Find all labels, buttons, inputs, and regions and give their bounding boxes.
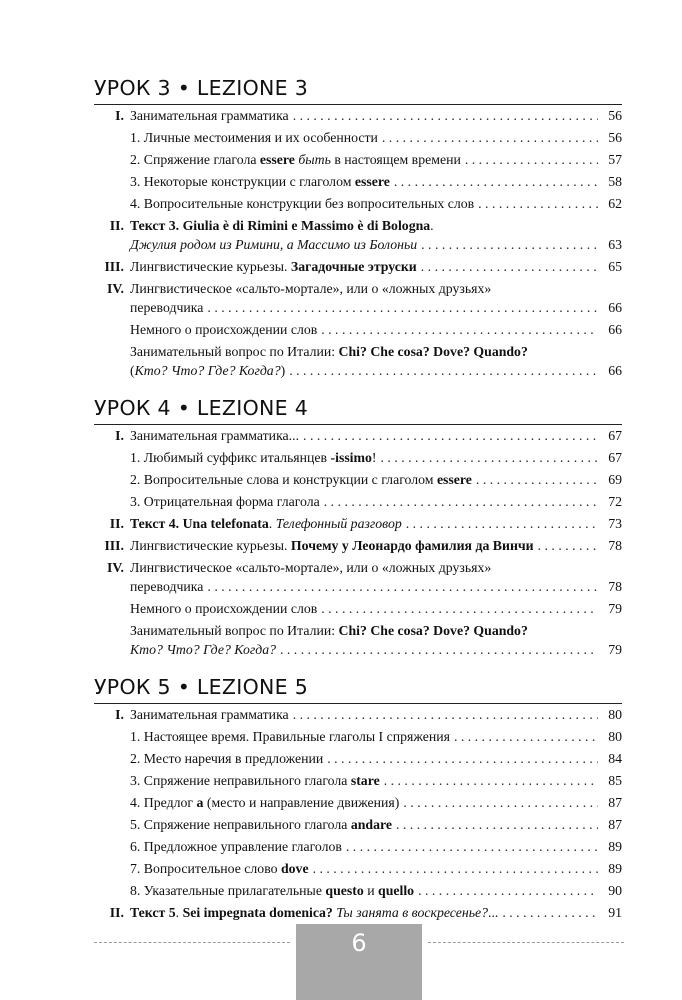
toc-entry-title: [130, 128, 378, 147]
toc-entry-number: II.: [109, 905, 124, 920]
dot-leader: [384, 771, 598, 790]
toc-entry: [94, 705, 622, 724]
toc-entry: [94, 257, 622, 276]
toc-entry-text: Занимательный вопрос по Италии:: [130, 623, 339, 638]
toc-page-number: 87: [608, 817, 622, 832]
toc-entry: [94, 599, 622, 618]
toc-entry: [94, 172, 622, 191]
toc-entry-text: Почему у Леонардо фамилия да Винчи: [290, 538, 534, 553]
dot-leader: [476, 470, 598, 489]
toc-entry: [94, 514, 622, 533]
lesson-title: УРОК 5 • LEZIONE 5: [94, 675, 309, 699]
dot-leader: [418, 881, 598, 900]
dot-leader: [207, 577, 598, 596]
toc-entry-text: Текст 5: [130, 905, 176, 920]
toc-entry: [94, 881, 622, 900]
toc-entry-title: [130, 298, 203, 317]
toc-entry-text: quello: [378, 883, 415, 898]
toc-entry-title: [130, 150, 461, 169]
toc-entry-text: andare: [350, 817, 392, 832]
toc-entry: [94, 279, 622, 317]
toc-entry: [94, 128, 622, 147]
toc-entry-text: Giulia è di Rimini e Massimo è di Bologna: [182, 218, 431, 233]
toc-entry-text: 5. Спряжение неправильного глагола: [130, 817, 351, 832]
toc-entry-title: [130, 793, 399, 812]
dot-leader: [293, 705, 598, 724]
toc-entry-text: Лингвистические курьезы.: [130, 259, 291, 274]
toc-entry-title: [130, 492, 320, 511]
toc-page-number: 84: [608, 751, 622, 766]
toc-entry-text: Лингвистическое «сальто-мортале», или о «ложных друзьях»: [130, 560, 492, 575]
toc-entry-text: Кто? Что? Где? Когда?: [130, 642, 276, 657]
toc-entry-text: 8. Указательные прилагательные: [130, 883, 326, 898]
toc-page-number: 66: [608, 363, 622, 378]
lesson-divider: [94, 424, 622, 425]
dot-leader: [207, 298, 598, 317]
toc-entry-text: Джулия родом из Римини, а Массимо из Болоньи: [130, 237, 418, 252]
dot-leader: [394, 172, 598, 191]
toc-entry: [94, 448, 622, 467]
toc-page-number: 69: [608, 472, 622, 487]
toc-entry-text: Загадочные этруски: [290, 259, 417, 274]
dot-leader: [313, 859, 598, 878]
toc-entry-title: [130, 771, 380, 790]
toc-entry-title: [130, 558, 491, 577]
toc-entry: [94, 558, 622, 596]
toc-entry-number: III.: [104, 538, 124, 553]
toc-page-number: 56: [608, 130, 622, 145]
toc-page-number: 57: [608, 152, 622, 167]
toc-page-number: 85: [608, 773, 622, 788]
toc-page-number: 72: [608, 494, 622, 509]
toc-entry: [94, 194, 622, 213]
dot-leader: [465, 150, 598, 169]
toc-entry: [94, 621, 622, 659]
toc-entry: [94, 150, 622, 169]
toc-page-number: 80: [608, 729, 622, 744]
toc-entry-title: [130, 640, 276, 659]
toc-entry-text: 2. Спряжение глагола: [130, 152, 260, 167]
toc-entry-text: (место и направление движения): [203, 795, 400, 810]
toc-entry-title: [130, 903, 498, 922]
dot-leader: [303, 426, 598, 445]
toc-page-number: 56: [608, 108, 622, 123]
toc-entry-text: Chi? Che cosa? Dove? Quando?: [338, 344, 528, 359]
toc-page-number: 66: [608, 300, 622, 315]
lesson-divider: [94, 703, 622, 704]
toc-entry-title: [130, 837, 342, 856]
lesson-title: УРОК 3 • LEZIONE 3: [94, 76, 309, 100]
toc-entry-number: II.: [109, 218, 124, 233]
toc-entry: [94, 793, 622, 812]
toc-entry-text: переводчика: [130, 300, 204, 315]
toc-entry-title: [130, 599, 317, 618]
toc-page-number: 78: [608, 579, 622, 594]
dot-leader: [454, 727, 598, 746]
toc-page-number: 79: [608, 601, 622, 616]
toc-entry-text: 2. Место наречия в предложении: [130, 751, 324, 766]
toc-entry-text: !: [371, 450, 377, 465]
toc-entry-text: essere: [436, 472, 472, 487]
toc-entry: [94, 470, 622, 489]
dot-leader: [324, 492, 598, 511]
toc-entry-number: I.: [115, 428, 124, 443]
toc-entry-text: быть: [294, 152, 331, 167]
footer-divider-left: [94, 942, 290, 943]
toc-entry-text: .: [268, 516, 276, 531]
toc-page-number: 58: [608, 174, 622, 189]
toc-entry-title: [130, 727, 450, 746]
toc-entry-title: [130, 514, 402, 533]
toc-entry-text: Sei impegnata domenica?: [182, 905, 333, 920]
toc-entry-title: [130, 172, 390, 191]
dot-leader: [346, 837, 598, 856]
toc-entry-title: [130, 859, 309, 878]
toc-entry-title: [130, 470, 472, 489]
toc-page-number: 62: [608, 196, 622, 211]
toc-entry-text: в настоящем времени: [330, 152, 461, 167]
toc-entry-number: IV.: [106, 560, 124, 575]
toc-entry: [94, 749, 622, 768]
toc-entry-title: [130, 106, 289, 125]
page-footer: [0, 924, 682, 1000]
toc-entry-title: [130, 320, 317, 339]
toc-entry-title: [130, 426, 299, 445]
toc-entry-text: Chi? Che cosa? Dove? Quando?: [338, 623, 528, 638]
toc-entry-text: Занимательная грамматика...: [130, 428, 300, 443]
table-of-contents: [94, 66, 622, 922]
toc-entry-title: [130, 216, 434, 235]
toc-entry: [94, 320, 622, 339]
dot-leader: [289, 361, 598, 380]
toc-page-number: 89: [608, 839, 622, 854]
toc-entry-title: [130, 279, 491, 298]
toc-entry-text: stare: [350, 773, 380, 788]
toc-entry: [94, 492, 622, 511]
toc-entry-text: Текст 3.: [130, 218, 183, 233]
toc-entry-text: 1. Настоящее время. Правильные глаголы I спряжения: [130, 729, 450, 744]
lesson-title: УРОК 4 • LEZIONE 4: [94, 396, 309, 420]
toc-entry: [94, 771, 622, 790]
toc-entry: [94, 426, 622, 445]
toc-page-number: 79: [608, 642, 622, 657]
toc-entry: [94, 106, 622, 125]
toc-entry-title: [130, 257, 417, 276]
toc-page-number: 87: [608, 795, 622, 810]
toc-entry-text: dove: [280, 861, 309, 876]
toc-entry: [94, 536, 622, 555]
toc-entry-text: и: [363, 883, 379, 898]
toc-entry: [94, 837, 622, 856]
toc-entry-text: 1. Личные местоимения и их особенности: [130, 130, 378, 145]
toc-entry-title: [130, 536, 534, 555]
toc-entry-text: ): [280, 363, 286, 378]
toc-page-number: 65: [608, 259, 622, 274]
toc-entry: [94, 342, 622, 380]
toc-entry-text: Занимательный вопрос по Италии:: [130, 344, 339, 359]
toc-entry-text: essere: [259, 152, 295, 167]
toc-entry-text: Ты занята в воскресенье?: [336, 905, 489, 920]
toc-page-number: 80: [608, 707, 622, 722]
toc-entry-text: Занимательная грамматика: [130, 108, 289, 123]
toc-page-number: 90: [608, 883, 622, 898]
toc-entry-text: Текст 4.: [130, 516, 183, 531]
toc-entry-text: 6. Предложное управление глаголов: [130, 839, 342, 854]
dot-leader: [280, 640, 598, 659]
toc-page-number: 89: [608, 861, 622, 876]
toc-entry-text: 3. Отрицательная форма глагола: [130, 494, 320, 509]
toc-entry-text: 4. Вопросительные конструкции без вопросительных слов: [130, 196, 475, 211]
dot-leader: [421, 235, 598, 254]
dot-leader: [321, 599, 598, 618]
footer-divider-right: [428, 942, 624, 943]
toc-entry-text: Телефонный разговор: [275, 516, 402, 531]
page-number: 6: [296, 924, 422, 1000]
toc-entry-number: I.: [115, 707, 124, 722]
toc-entry-text: Немного о происхождении слов: [130, 322, 318, 337]
toc-entry-text: (: [130, 363, 135, 378]
toc-entry-title: [130, 621, 528, 640]
toc-page-number: 91: [608, 905, 622, 920]
toc-entry-text: a: [196, 795, 204, 810]
toc-entry-text: ...: [488, 905, 499, 920]
toc-entry: [94, 859, 622, 878]
toc-page-number: 67: [608, 450, 622, 465]
toc-entry: [94, 903, 622, 922]
toc-entry-title: [130, 448, 377, 467]
toc-entry: [94, 727, 622, 746]
toc-page-number: 78: [608, 538, 622, 553]
toc-entry-text: 4. Предлог: [130, 795, 197, 810]
toc-entry-title: [130, 749, 323, 768]
toc-page-number: 73: [608, 516, 622, 531]
toc-entry-number: II.: [109, 516, 124, 531]
toc-entry-text: 3. Спряжение неправильного глагола: [130, 773, 351, 788]
dot-leader: [538, 536, 598, 555]
dot-leader: [396, 815, 598, 834]
dot-leader: [421, 257, 598, 276]
toc-entry-text: Занимательная грамматика: [130, 707, 289, 722]
dot-leader: [403, 793, 598, 812]
toc-entry-number: I.: [115, 108, 124, 123]
toc-entry-text: Немного о происхождении слов: [130, 601, 318, 616]
toc-entry-text: 7. Вопросительное слово: [130, 861, 281, 876]
toc-page-number: 66: [608, 322, 622, 337]
toc-page-number: 63: [608, 237, 622, 252]
toc-entry-title: [130, 194, 474, 213]
dot-leader: [293, 106, 598, 125]
toc-entry-number: IV.: [106, 281, 124, 296]
toc-entry-title: [130, 705, 289, 724]
dot-leader: [382, 128, 598, 147]
toc-entry-title: [130, 361, 285, 380]
dot-leader: [381, 448, 598, 467]
toc-entry-text: Кто? Что? Где? Когда?: [134, 363, 281, 378]
toc-entry-text: essere: [354, 174, 390, 189]
lesson-divider: [94, 104, 622, 105]
toc-entry-text: переводчика: [130, 579, 204, 594]
toc-entry-text: .: [175, 905, 183, 920]
toc-entry-text: Лингвистические курьезы.: [130, 538, 291, 553]
toc-entry-title: [130, 235, 417, 254]
toc-entry-text: 3. Некоторые конструкции с глаголом: [130, 174, 355, 189]
toc-entry-text: -issimo: [330, 450, 372, 465]
toc-entry: [94, 815, 622, 834]
toc-entry-number: III.: [104, 259, 124, 274]
toc-entry-title: [130, 342, 528, 361]
dot-leader: [502, 903, 598, 922]
toc-entry-title: [130, 577, 203, 596]
dot-leader: [406, 514, 598, 533]
toc-entry-text: Лингвистическое «сальто-мортале», или о «ложных друзьях»: [130, 281, 492, 296]
dot-leader: [478, 194, 598, 213]
toc-entry-title: [130, 881, 414, 900]
toc-entry-text: Una telefonata: [182, 516, 269, 531]
toc-entry-text: 2. Вопросительные слова и конструкции с глаголом: [130, 472, 437, 487]
toc-page-number: 67: [608, 428, 622, 443]
dot-leader: [321, 320, 598, 339]
dot-leader: [327, 749, 598, 768]
toc-entry-text: .: [430, 218, 434, 233]
toc-entry-text: questo: [325, 883, 364, 898]
toc-entry-title: [130, 815, 392, 834]
toc-entry: [94, 216, 622, 254]
toc-entry-text: 1. Любимый суффикс итальянцев: [130, 450, 331, 465]
